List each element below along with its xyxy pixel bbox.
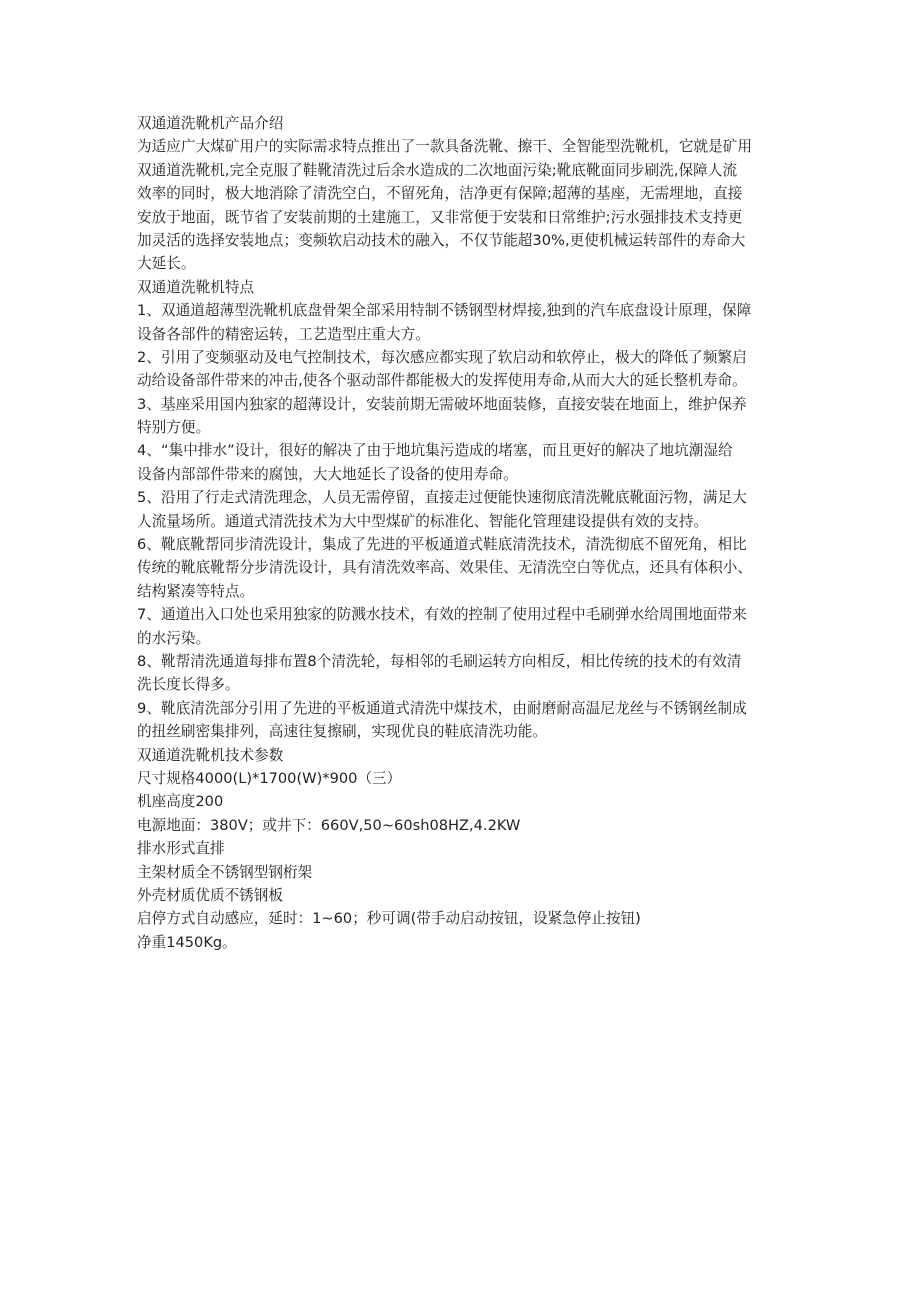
- spec-frame-material: 主架材质全不锈钢型钢桁架: [137, 863, 313, 881]
- feature-line: 3、基座采用国内独家的超薄设计，安装前期无需破坏地面装修，直接安装在地面上，维护保养: [137, 395, 747, 413]
- specs-heading: 双通道洗靴机技术参数: [137, 746, 284, 764]
- features-list: [137, 299, 799, 743]
- feature-line: 洗长度长得多。: [137, 676, 240, 694]
- feature-line: 结构紧凑等特点。: [137, 582, 255, 600]
- feature-line: 5、沿用了行走式清洗理念，人员无需停留，直接走过便能快速彻底清洗靴底靴面污物，满足大: [137, 489, 747, 507]
- intro-line: 双通道洗靴机,完全克服了鞋靴清洗过后余水造成的二次地面污染;靴底靴面同步刷洗,保障人流: [137, 161, 738, 179]
- feature-line: 人流量场所。通道式清洗技术为大中型煤矿的标准化、智能化管理建设提供有效的支持。: [137, 512, 709, 530]
- feature-line: 8、靴帮清洗通道每排布置8个清洗轮，每相邻的毛刷运转方向相反，相比传统的技术的有效清: [137, 652, 742, 670]
- intro-line: 加灵活的选择安装地点；变频软启动技术的融入，不仅节能超30%,更使机械运转部件的寿命大: [137, 231, 746, 249]
- spec-size: 尺寸规格4000(L)*1700(W)*900（三）: [137, 769, 402, 787]
- intro-line: 效率的同时，极大地消除了清洗空白，不留死角，洁净更有保障;超薄的基座，无需埋地，直接: [137, 185, 743, 203]
- feature-line: 设备内部部件带来的腐蚀，大大地延长了设备的使用寿命。: [137, 465, 518, 483]
- specs-list: [137, 767, 799, 954]
- spec-net-weight: 净重1450Kg。: [137, 933, 237, 951]
- intro-line: 大延长。: [137, 255, 196, 273]
- intro-paragraph: [137, 135, 799, 275]
- feature-line: 的扭丝刷密集排列，高速往复擦刷，实现优良的鞋底清洗功能。: [137, 723, 548, 741]
- feature-line: 7、通道出入口处也采用独家的防溅水技术，有效的控制了使用过程中毛刷弹水给周围地面带来: [137, 606, 747, 624]
- feature-line: 特别方便。: [137, 419, 211, 437]
- feature-line: 1、双通道超薄型洗靴机底盘骨架全部采用特制不锈钢型材焊接,独到的汽车底盘设计原理，保障: [137, 302, 752, 320]
- features-heading: 双通道洗靴机特点: [137, 278, 255, 296]
- intro-line: 安放于地面，既节省了安装前期的土建施工，又非常便于安装和日常维护;污水强排技术支持更: [137, 208, 743, 226]
- feature-line: 4、“集中排水”设计，很好的解决了由于地坑集污造成的堵塞，而且更好的解决了地坑潮湿给: [137, 442, 733, 460]
- spec-drainage: 排水形式直排: [137, 840, 225, 858]
- feature-line: 设备各部件的精密运转，工艺造型庄重大方。: [137, 325, 430, 343]
- spec-base-height: 机座高度200: [137, 793, 224, 811]
- spec-power: 电源地面：380V；或井下：660V,50~60sh08HZ,4.2KW: [137, 816, 521, 834]
- feature-line: 传统的靴底靴帮分步清洗设计，具有清洗效率高、效果佳、无清洗空白等优点，还具有体积小、: [137, 559, 753, 577]
- feature-line: 的水污染。: [137, 629, 211, 647]
- spec-shell-material: 外壳材质优质不锈钢板: [137, 886, 283, 904]
- feature-line: 2、引用了变频驱动及电气控制技术，每次感应都实现了软启动和软停止，极大的降低了频繁启: [137, 348, 747, 366]
- document-body: [137, 112, 799, 954]
- intro-line: 为适应广大煤矿用户的实际需求特点推出了一款具备洗靴、擦干、全智能型洗靴机，它就是矿用: [137, 138, 753, 156]
- feature-line: 9、靴底清洗部分引用了先进的平板通道式清洗中煤技术，由耐磨耐高温尼龙丝与不锈钢丝制成: [137, 699, 747, 717]
- feature-line: 动给设备部件带来的冲击,使各个驱动部件都能极大的发挥使用寿命,从而大大的延长整机寿命。: [137, 372, 747, 390]
- feature-line: 6、靴底靴帮同步清洗设计，集成了先进的平板通道式鞋底清洗技术，清洗彻底不留死角，相比: [137, 536, 747, 554]
- doc-title: 双通道洗靴机产品介绍: [137, 115, 284, 132]
- spec-start-stop: 启停方式自动感应，延时：1~60；秒可调(带手动启动按钮，设紧急停止按钮): [137, 910, 641, 928]
